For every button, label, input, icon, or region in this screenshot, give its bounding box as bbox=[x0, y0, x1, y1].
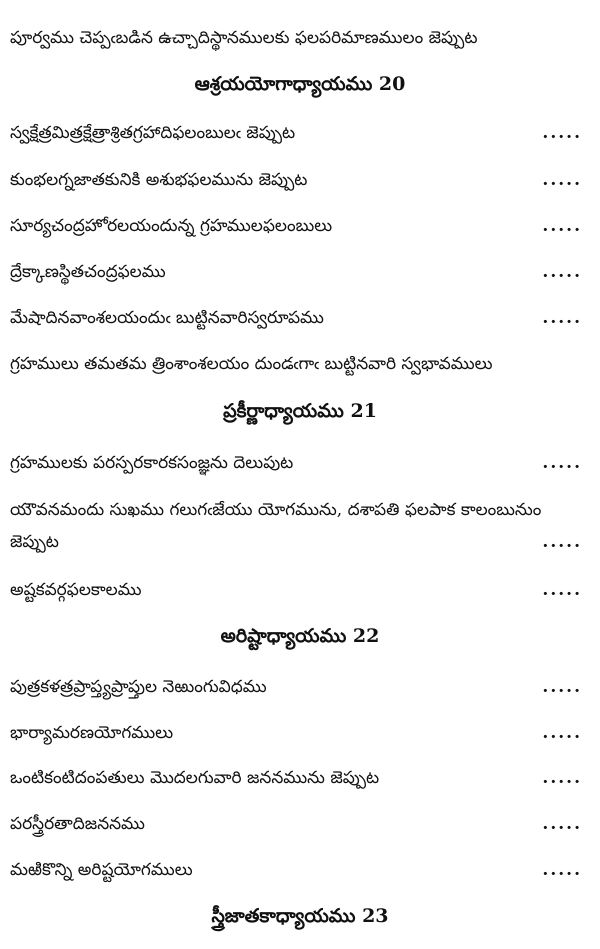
toc-entry-dots: ..... bbox=[542, 123, 582, 143]
toc-entry bbox=[10, 675, 582, 699]
toc-entry-dots: ..... bbox=[542, 580, 582, 600]
toc-entry-title: మేషాదినవాంశలయందుఁ బుట్టినవారిస్వరూపము bbox=[10, 308, 324, 328]
toc-entry-dots: ..... bbox=[542, 814, 582, 834]
toc-entry-dots: ..... bbox=[542, 170, 582, 190]
section-heading: స్త్రీజాతకాధ్యాయము 23 bbox=[211, 905, 389, 927]
toc-entry-dots: ..... bbox=[542, 723, 582, 743]
toc-entry-title: కుంభలగ్నజాతకునికి అశుభఫలమును జెప్పుట bbox=[10, 170, 308, 190]
toc-entry-title: పరస్త్రీరతాదిజననము bbox=[10, 814, 145, 834]
toc-entry bbox=[10, 352, 582, 376]
section-heading: ఆశ్రయయోగాధ్యాయము 20 bbox=[194, 73, 406, 95]
toc-entry bbox=[10, 121, 582, 145]
toc-entry-title: స్వక్షేత్రమిత్రక్షేత్రాశ్రితగ్రహాదిఫలంబులఁ జెప్పుట bbox=[10, 123, 296, 143]
toc-entry-dots: ..... bbox=[542, 768, 582, 788]
toc-entry bbox=[10, 451, 582, 475]
toc-entry-title: ఒంటికంటిదంపతులు మొదలగువారి జననమును జెప్పుట bbox=[10, 768, 380, 788]
toc-entry-title: భార్యామరణయోగములు bbox=[10, 723, 174, 743]
toc-entry-title: యౌవనమందు సుఖము గలుగఁజేయు యోగమును, దశాపతి ఫలపాక కాలంబునుం bbox=[10, 500, 542, 520]
toc-entry-dots: ..... bbox=[542, 216, 582, 236]
toc-entry-title: సూర్యచంద్రహోరలయందున్న గ్రహములఫలంబులు bbox=[10, 216, 333, 236]
section-heading: అరిష్టాధ్యాయము 22 bbox=[220, 625, 380, 647]
toc-entry-title: గ్రహములకు పరస్పరకారకసంజ్ఞను దెలుపుట bbox=[10, 453, 294, 473]
toc-entry-title: పూర్వము చెప్పఁబడిన ఉచ్చాదిస్థానములకు ఫలపరిమాణములం జెప్పుట bbox=[10, 28, 478, 48]
toc-entry bbox=[10, 721, 582, 745]
toc-entry-title: జెప్పుట bbox=[10, 532, 59, 552]
toc-entry-dots: ..... bbox=[542, 308, 582, 328]
toc-entry bbox=[10, 26, 582, 50]
toc-entry bbox=[10, 214, 582, 238]
toc-entry-dots: ..... bbox=[542, 532, 582, 552]
toc-entry bbox=[10, 578, 582, 602]
toc-entry-dots: ..... bbox=[542, 677, 582, 697]
toc-entry bbox=[10, 766, 582, 790]
toc-entry bbox=[10, 306, 582, 330]
toc-entry-title: పుత్రకళత్రప్రాప్త్యప్రాప్తుల నెఱుంగువిధము bbox=[10, 677, 267, 697]
toc-entry bbox=[10, 260, 582, 284]
toc-entry-dots: ..... bbox=[542, 860, 582, 880]
toc-entry-dots: ..... bbox=[542, 453, 582, 473]
toc-entry bbox=[10, 858, 582, 882]
toc-entry-title: అష్టకవర్గఫలకాలము bbox=[10, 580, 142, 600]
toc-entry bbox=[10, 530, 582, 554]
section-heading: ప్రకీర్ణాధ్యాయము 21 bbox=[223, 400, 377, 422]
toc-entry-dots: ..... bbox=[542, 262, 582, 282]
toc-entry bbox=[10, 498, 582, 522]
toc-entry bbox=[10, 812, 582, 836]
toc-entry-title: గ్రహములు తమతమ త్రింశాంశలయం దుండఁగాఁ బుట్టినవారి స్వభావములు bbox=[10, 354, 493, 374]
toc-entry bbox=[10, 168, 582, 192]
toc-entry-title: ద్రేక్కాణస్థితచంద్రఫలము bbox=[10, 262, 166, 282]
toc-entry-title: మఱికొన్ని అరిష్టయోగములు bbox=[10, 860, 193, 880]
